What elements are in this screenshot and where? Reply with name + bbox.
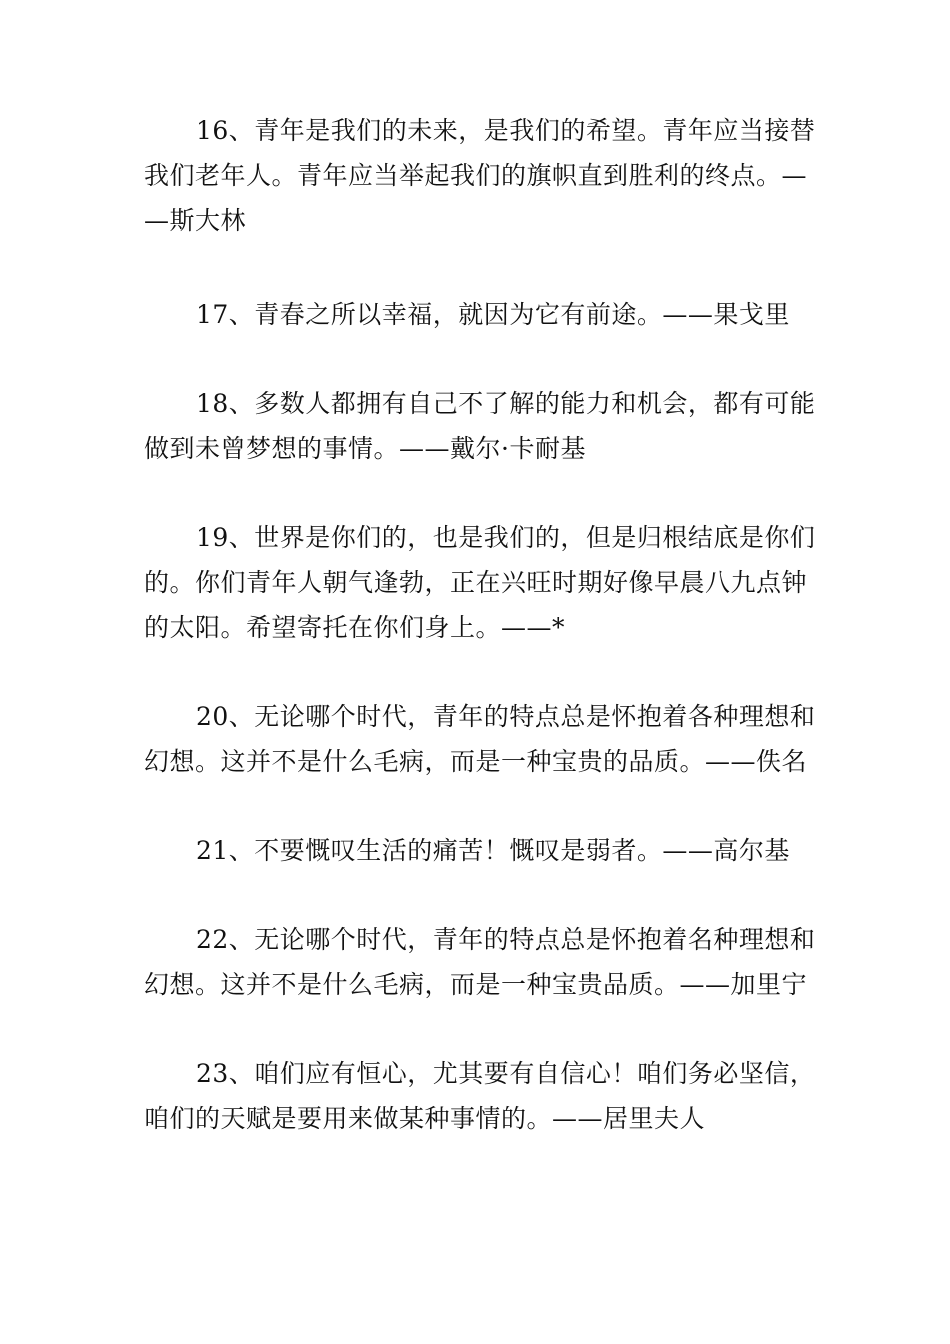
quote-line: 19、世界是你们的，也是我们的，但是归根结底是你们 <box>196 523 816 552</box>
quote-line: 咱们的天赋是要用来做某种事情的。——居里夫人 <box>144 1104 706 1133</box>
quote-22 <box>144 917 814 1007</box>
quote-line: 我们老年人。青年应当举起我们的旗帜直到胜利的终点。— <box>144 161 808 190</box>
quote-18 <box>144 381 814 471</box>
quote-line: 17、青春之所以幸福，就因为它有前途。——果戈里 <box>196 300 790 329</box>
quote-line: —斯大林 <box>144 206 247 235</box>
quote-line: 22、无论哪个时代，青年的特点总是怀抱着名种理想和 <box>196 925 816 954</box>
quote-line: 20、无论哪个时代，青年的特点总是怀抱着各种理想和 <box>196 702 816 731</box>
quote-23 <box>144 1051 814 1141</box>
quote-line: 18、多数人都拥有自己不了解的能力和机会，都有可能 <box>196 389 816 418</box>
quote-19 <box>144 515 814 650</box>
quote-line: 的。你们青年人朝气逢勃，正在兴旺时期好像早晨八九点钟 <box>144 568 808 597</box>
quote-line: 做到未曾梦想的事情。——戴尔·卡耐基 <box>144 434 586 463</box>
quote-21 <box>144 828 814 873</box>
quote-line: 23、咱们应有恒心，尤其要有自信心！咱们务必坚信， <box>196 1059 816 1088</box>
quote-17 <box>144 292 814 337</box>
quote-line: 幻想。这并不是什么毛病，而是一种宝贵的品质。——佚名 <box>144 747 808 776</box>
quote-16 <box>144 108 814 243</box>
quote-20 <box>144 694 814 784</box>
quote-line: 21、不要慨叹生活的痛苦！慨叹是弱者。——高尔基 <box>196 836 790 865</box>
quote-line: 16、青年是我们的未来，是我们的希望。青年应当接替 <box>196 116 816 145</box>
quote-line: 的太阳。希望寄托在你们身上。——* <box>144 613 566 642</box>
quote-line: 幻想。这并不是什么毛病，而是一种宝贵品质。——加里宁 <box>144 970 808 999</box>
